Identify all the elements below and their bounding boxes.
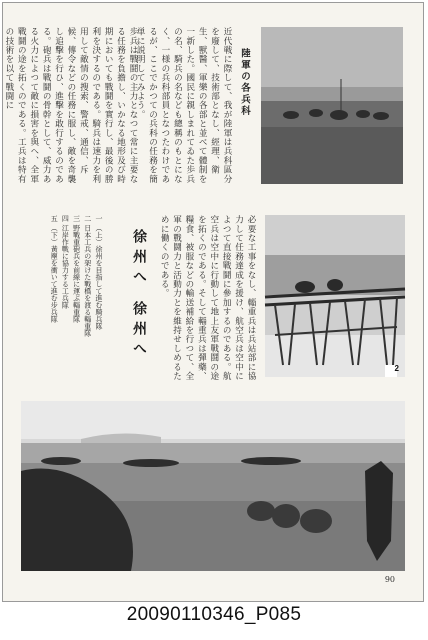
headline-xuzhou-2: 徐州へ xyxy=(131,301,147,361)
article-infantry-paragraph: 歩兵は戰鬪の主力となつて常に主要なる任務を負擔し、いかなる地形及び時期においても戰鬪を實行し、最後の勝利を決するのである。騎兵は速力を利用して敵情の搜索、警戒、通信、斥候、傳令などの任務に服し、敵を奇襲し追擊を行ひ、進擊を敢行するのである。砲兵は戰鬪の骨幹として、威力ある火力によつて敵に損害を與へ、全軍戰鬪の途を拓くのである。工兵は特有の技術を以て戰闘に xyxy=(3,27,138,184)
caption-list xyxy=(19,215,104,387)
photo-number-2: 2 xyxy=(394,364,399,373)
photo-bridge-transport xyxy=(265,215,405,377)
caption-item: 四 江岸作戰に協力する工兵隊 xyxy=(61,215,70,309)
document-page xyxy=(2,2,424,602)
photo-cavalry-field xyxy=(261,27,403,184)
caption-item: 三 野戰重砲兵を前線に運ぶ輜重隊 xyxy=(72,215,81,323)
caption-item: 五 （下）黃塵を衝いて進む步兵隊 xyxy=(50,215,59,323)
right-column-text: 必要な工事をなし、輜重兵は兵站部に協力して任務達成を援け、航空兵は空中によつて直接戰鬪に參加するのである。航空兵は空中に行動して地上友軍戰鬪の途を拓くのである。そして輜重兵は彈藥、糧食、被服などの輸送補給を行つて、全軍の戰鬪力と活動力とを維持せしめるために働くのである。 xyxy=(159,215,256,381)
caption-item: 二 日本工兵の架けた戰橋を渡る輜重隊 xyxy=(83,215,92,337)
section-heading: 陸軍の各兵科 xyxy=(239,48,250,117)
file-label: 20090110346_P085 xyxy=(126,604,302,625)
article-top-paragraph: 近代戦に際して、我が陸軍は兵科區分を廢して、技術部となし、經理、衛生、獸醫、軍樂の各部と並べて體制を一新した。國民に親しまれてゐた歩兵の名、騎兵の名なども總稱のもとになく、一様の兵科部員となつたわけであるが、ここでかつての兵科の任務を簡単に説明してみよう。 xyxy=(135,27,232,184)
caption-item: 一 （上）徐州を目指して進む騎兵隊 xyxy=(95,215,103,330)
headline-xuzhou-1: 徐州へ xyxy=(131,229,147,289)
page-number: 90 xyxy=(384,575,395,584)
photo-infantry-advance xyxy=(21,401,405,571)
